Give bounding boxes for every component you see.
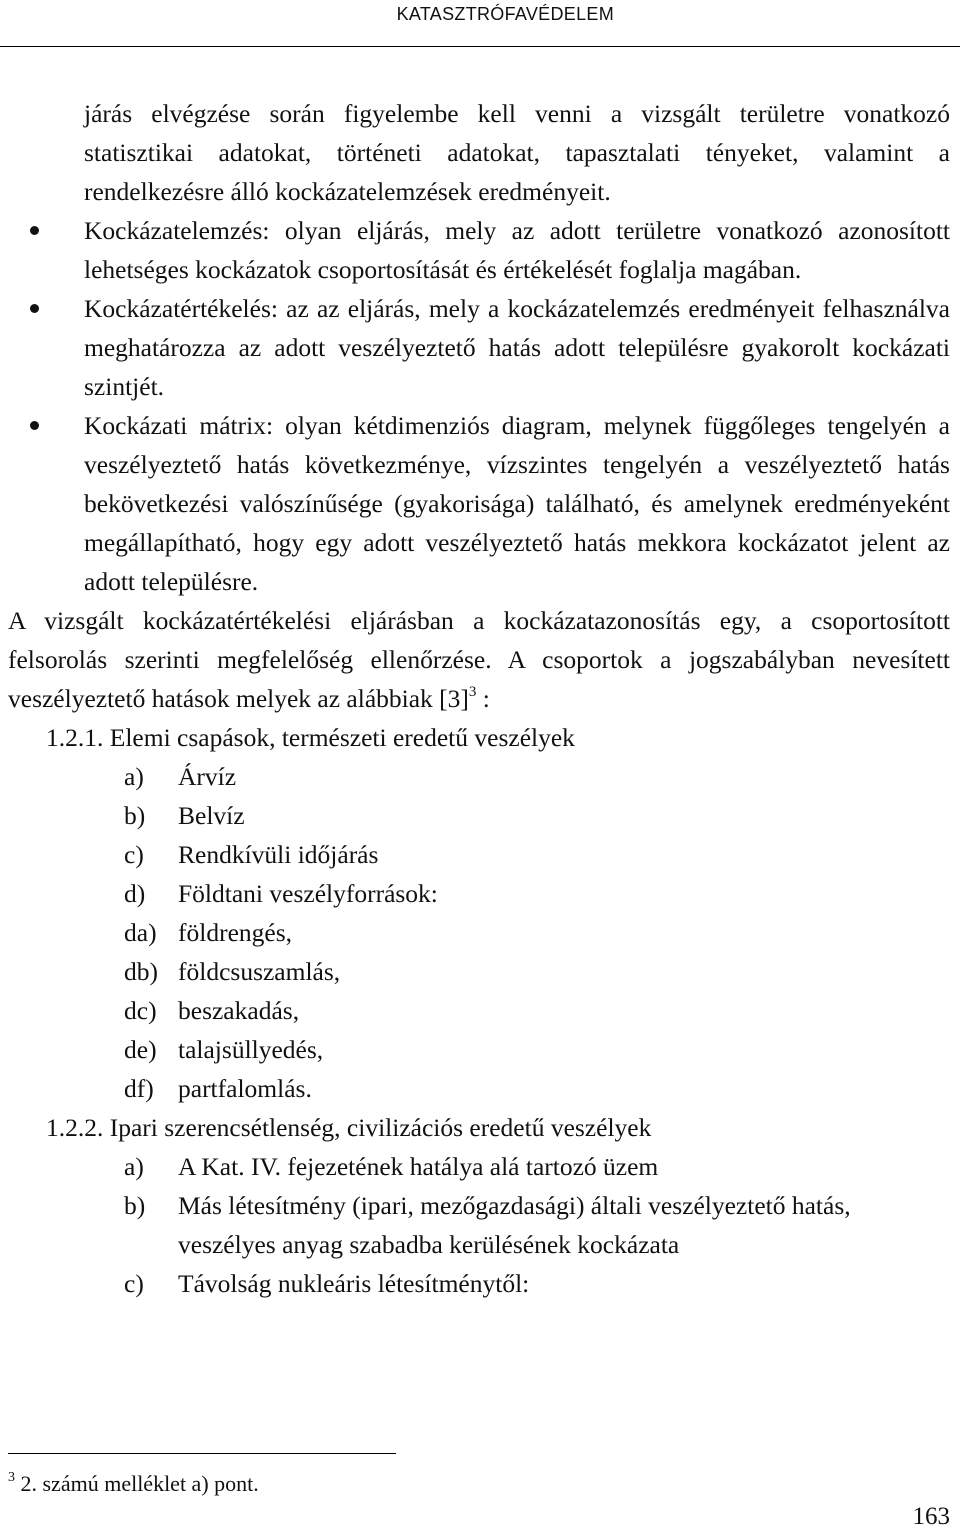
section-heading (46, 1108, 960, 1147)
hazard-list (0, 757, 960, 1108)
bullet-icon (30, 304, 39, 313)
definition-text: Kockázatelemzés: olyan eljárás, mely az adott területre vonatkozó azonosított lehetséges kockázatok csoportosítását és értékelését foglalja magában. (84, 216, 950, 284)
item-text: Távolság nukleáris létesítménytől: (178, 1269, 530, 1298)
section-number: 1.2.1. (46, 723, 104, 752)
hazard-item (0, 952, 960, 991)
item-text: Más létesítmény (ipari, mezőgazdasági) általi veszélyeztető hatás, veszélyes anyag szabadba kerülésének kockázata (178, 1191, 851, 1259)
item-marker: b) (124, 1191, 146, 1220)
body-paragraph (8, 601, 950, 718)
item-marker: de) (124, 1035, 157, 1064)
footnote-number: 3 (8, 1470, 15, 1485)
section-number: 1.2.2. (46, 1113, 104, 1142)
item-marker: db) (124, 957, 158, 986)
hazard-item (0, 1147, 960, 1186)
hazard-list (0, 1147, 960, 1303)
item-text: Rendkívüli időjárás (178, 840, 379, 869)
item-marker: df) (124, 1074, 154, 1103)
bullet-icon (30, 421, 39, 430)
hazard-item (0, 757, 960, 796)
definition-text: Kockázatértékelés: az az eljárás, mely a kockázatelemzés eredményeit felhasználva meghatározza az adott veszélyeztető hatás adott településre gyakorolt kockázati szintjét. (84, 294, 950, 401)
hazard-item (0, 1069, 960, 1108)
item-text: Földtani veszélyforrások: (178, 879, 438, 908)
item-marker: da) (124, 918, 157, 947)
bullet-icon (30, 226, 39, 235)
item-marker: c) (124, 840, 144, 869)
paragraph-end: : (476, 684, 490, 713)
item-marker: a) (124, 1152, 144, 1181)
item-text: partfalomlás. (178, 1074, 312, 1103)
footnote-reference: 3 (468, 684, 477, 700)
definition-item (84, 211, 950, 289)
section-title: Elemi csapások, természeti eredetű veszélyek (109, 723, 575, 752)
paragraph-text: A vizsgált kockázatértékelési eljárásban a kockázatazonosítás egy, a csoportosított felsorolás szerinti megfelelőség ellenőrzése. A csoportok a jogszabályban nevesített veszélyeztető hatások melyek az alábbiak [3] (8, 606, 950, 713)
section-title: Ipari szerencsétlenség, civilizációs eredetű veszélyek (109, 1113, 652, 1142)
footnote-separator (8, 1453, 396, 1454)
continued-paragraph: járás elvégzése során figyelembe kell venni a vizsgált területre vonatkozó statisztikai adatokat, történeti adatokat, tapasztalati tényeket, valamint a rendelkezésre álló kockázatelemzések eredményeit. (84, 99, 950, 206)
item-marker: b) (124, 801, 146, 830)
item-marker: d) (124, 879, 146, 908)
item-text: beszakadás, (178, 996, 300, 1025)
hazard-item (0, 991, 960, 1030)
item-text: Árvíz (178, 762, 237, 791)
outline-section (0, 1108, 960, 1303)
footnote (8, 1470, 259, 1498)
item-marker: dc) (124, 996, 157, 1025)
hazard-item (0, 874, 960, 913)
item-text: A Kat. IV. fejezetének hatálya alá tartozó üzem (178, 1152, 659, 1181)
running-header-title: KATASZTRÓFAVÉDELEM (396, 4, 614, 24)
definition-list (0, 211, 960, 601)
item-text: Belvíz (178, 801, 245, 830)
item-marker: a) (124, 762, 144, 791)
hazard-item (0, 1186, 960, 1264)
hazard-outline (0, 718, 960, 1303)
running-header (0, 0, 960, 47)
item-text: talajsüllyedés, (178, 1035, 324, 1064)
definition-item (84, 289, 950, 406)
footnote-text: 2. számú melléklet a) pont. (15, 1471, 259, 1496)
definition-text: Kockázati mátrix: olyan kétdimenziós diagram, melynek függőleges tengelyén a veszélyeztető hatás következménye, vízszintes tengelyén a veszélyeztető hatás bekövetkezési valószínűsége (gyakorisága) található, és amelynek eredményeként megállapítható, hogy egy adott veszélyeztető hatás mekkora kockázatot jelent az adott településre. (84, 411, 950, 596)
hazard-item (0, 835, 960, 874)
outline-section (0, 718, 960, 1108)
section-heading (46, 718, 960, 757)
item-text: földcsuszamlás, (178, 957, 341, 986)
page-body (0, 94, 960, 1303)
item-text: földrengés, (178, 918, 293, 947)
hazard-item (0, 1030, 960, 1069)
definition-item (84, 406, 950, 601)
hazard-item (0, 1264, 960, 1303)
item-marker: c) (124, 1269, 144, 1298)
hazard-item (0, 913, 960, 952)
page-number: 163 (912, 1503, 950, 1530)
hazard-item (0, 796, 960, 835)
